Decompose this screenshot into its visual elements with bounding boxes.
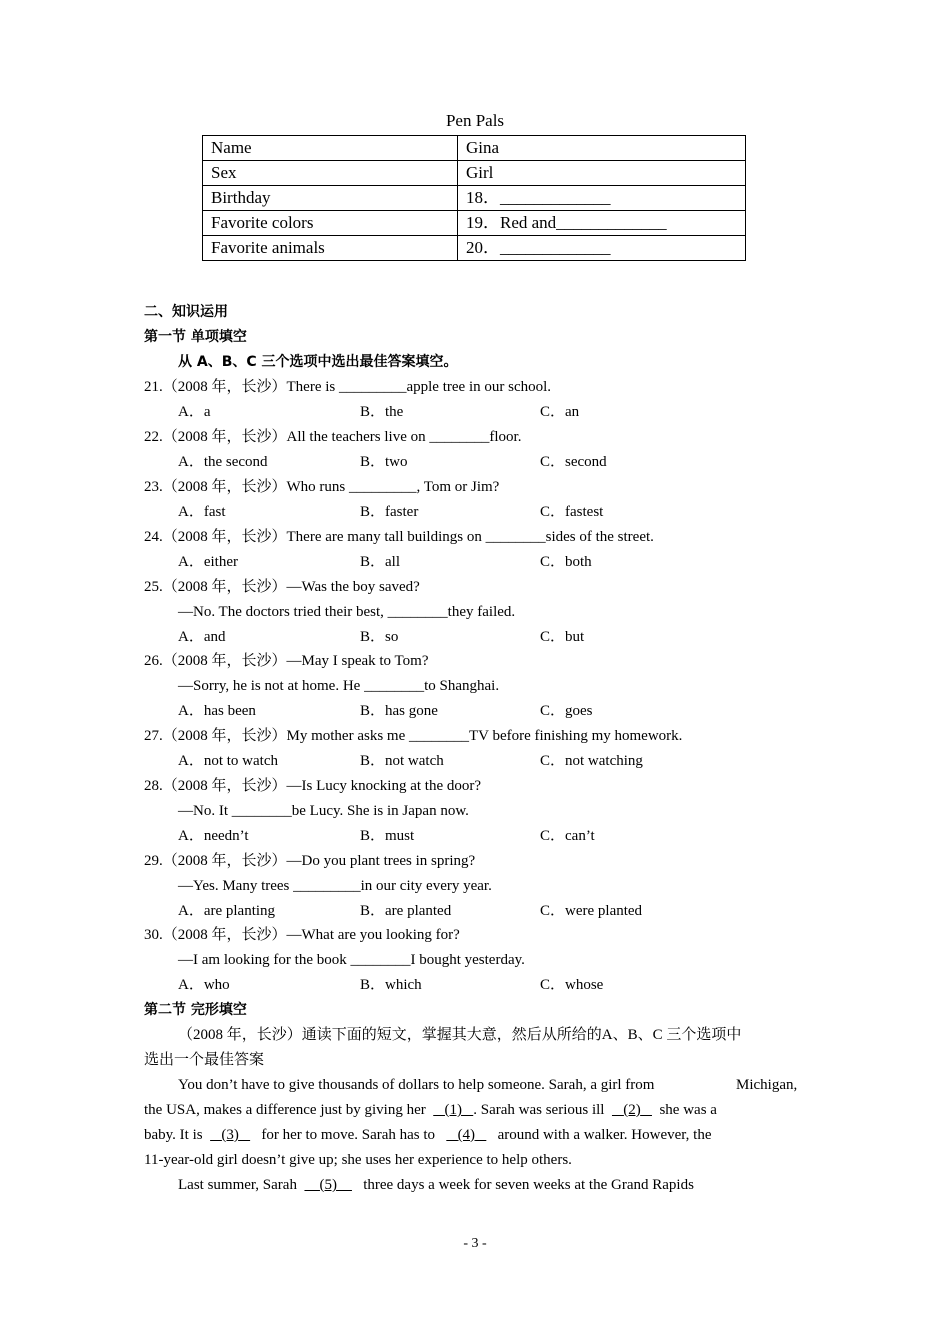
paragraph-1-line1: You don’t have to give thousands of dollars to help someone. Sarah, a girl from	[178, 1077, 655, 1093]
question-25-line2: —No. The doctors tried their best, ________they failed.	[178, 604, 516, 620]
option-b: B．which	[360, 977, 422, 993]
blank-3: (3)	[221, 1127, 239, 1143]
option-a: A．not to watch	[178, 753, 278, 769]
table-cell: Birthday	[203, 186, 458, 211]
question-23: 23.（2008 年，长沙）Who runs _________, Tom or Jim?	[144, 479, 500, 495]
option-c: C．but	[540, 629, 585, 645]
question-30: 30.（2008 年，长沙）—What are you looking for?	[144, 927, 460, 943]
option-a: A．are planting	[178, 903, 276, 919]
option-b: B．so	[360, 629, 399, 645]
question-26-line2: —Sorry, he is not at home. He ________to Shanghai.	[178, 678, 500, 694]
table-title: Pen Pals	[445, 111, 505, 130]
question-26: 26.（2008 年，长沙）—May I speak to Tom?	[144, 653, 429, 669]
text: . Sarah was serious ill	[473, 1102, 605, 1118]
page-number: - 3 -	[463, 1236, 487, 1251]
table-row	[203, 136, 746, 161]
table-cell: Gina	[458, 136, 746, 161]
instruction: 从 A、B、C 三个选项中选出最佳答案填空。	[178, 354, 458, 370]
option-c: C．goes	[540, 703, 593, 719]
question-27: 27.（2008 年，长沙）My mother asks me ________TV before finishing my homework.	[144, 728, 683, 744]
part1-heading: 第一节 单项填空	[144, 329, 247, 345]
question-28: 28.（2008 年，长沙）—Is Lucy knocking at the door?	[144, 778, 482, 794]
option-c: C．second	[540, 454, 607, 470]
table-row	[203, 186, 746, 211]
option-a: A．either	[178, 554, 238, 570]
option-a: A．and	[178, 629, 226, 645]
cloze-intro: （2008 年，长沙）通读下面的短文，掌握其大意，然后从所给的A、B、C 三个选项中	[178, 1027, 742, 1043]
table-cell: Girl	[458, 161, 746, 186]
option-c: C．both	[540, 554, 592, 570]
text: she was a	[659, 1102, 717, 1118]
question-29: 29.（2008 年，长沙）—Do you plant trees in spring?	[144, 853, 476, 869]
table-cell: 18．_____________	[458, 186, 746, 211]
part2-heading: 第二节 完形填空	[144, 1002, 247, 1018]
option-b: B．not watch	[360, 753, 444, 769]
option-a: A．has been	[178, 703, 256, 719]
paragraph-1-line1-end: Michigan,	[736, 1077, 798, 1093]
option-a: A．fast	[178, 504, 226, 520]
option-c: C．an	[540, 404, 580, 420]
table-row	[203, 161, 746, 186]
text: Last summer, Sarah	[178, 1177, 297, 1193]
question-25: 25.（2008 年，长沙）—Was the boy saved?	[144, 579, 420, 595]
paragraph-1-line4: 11-year-old girl doesn’t give up; she uses her experience to help others.	[144, 1152, 572, 1168]
option-b: B．must	[360, 828, 415, 844]
option-b: B．all	[360, 554, 400, 570]
option-a: A．a	[178, 404, 211, 420]
cloze-intro-2: 选出一个最佳答案	[144, 1052, 265, 1068]
blank-4: (4)	[457, 1127, 476, 1143]
pen-pals-table	[202, 135, 746, 261]
table-row	[203, 236, 746, 261]
option-c: C．whose	[540, 977, 604, 993]
option-b: B．the	[360, 404, 404, 420]
table-cell: Name	[203, 136, 458, 161]
table-cell: Sex	[203, 161, 458, 186]
question-24: 24.（2008 年，长沙）There are many tall buildings on ________sides of the street.	[144, 529, 654, 545]
option-b: B．faster	[360, 504, 419, 520]
option-a: A．the second	[178, 454, 268, 470]
option-c: C．can’t	[540, 828, 595, 844]
table-cell: Favorite colors	[203, 211, 458, 236]
question-21: 21.（2008 年，长沙）There is _________apple tree in our school.	[144, 379, 552, 395]
option-a: A．needn’t	[178, 828, 249, 844]
question-22: 22.（2008 年，长沙）All the teachers live on ________floor.	[144, 429, 522, 445]
text: the USA, makes a difference just by giving her	[144, 1102, 426, 1118]
option-c: C．were planted	[540, 903, 643, 919]
table-cell: 20．_____________	[458, 236, 746, 261]
text: baby. It is	[144, 1127, 203, 1143]
text: three days a week for seven weeks at the Grand Rapids	[363, 1177, 694, 1193]
table-cell: Favorite animals	[203, 236, 458, 261]
table-cell: 19．Red and_____________	[458, 211, 746, 236]
option-b: B．two	[360, 454, 408, 470]
paragraph-2-line1	[178, 1175, 694, 1195]
option-a: A．who	[178, 977, 230, 993]
question-30-line2: —I am looking for the book ________I bought yesterday.	[178, 952, 525, 968]
blank-1: (1)	[444, 1102, 462, 1118]
text: for her to move. Sarah has to	[261, 1127, 436, 1143]
option-c: C．fastest	[540, 504, 604, 520]
question-29-line2: —Yes. Many trees _________in our city every year.	[178, 878, 492, 894]
paragraph-1-line3	[144, 1125, 711, 1145]
blank-2: (2)	[623, 1102, 641, 1118]
blank-5: (5)	[319, 1177, 337, 1193]
option-c: C．not watching	[540, 753, 643, 769]
text: around with a walker. However, the	[497, 1127, 712, 1143]
option-b: B．has gone	[360, 703, 438, 719]
paragraph-1-line2	[144, 1100, 717, 1120]
option-b: B．are planted	[360, 903, 452, 919]
table-row	[203, 211, 746, 236]
section-heading: 二、知识运用	[144, 304, 228, 320]
question-28-line2: —No. It ________be Lucy. She is in Japan now.	[178, 803, 469, 819]
